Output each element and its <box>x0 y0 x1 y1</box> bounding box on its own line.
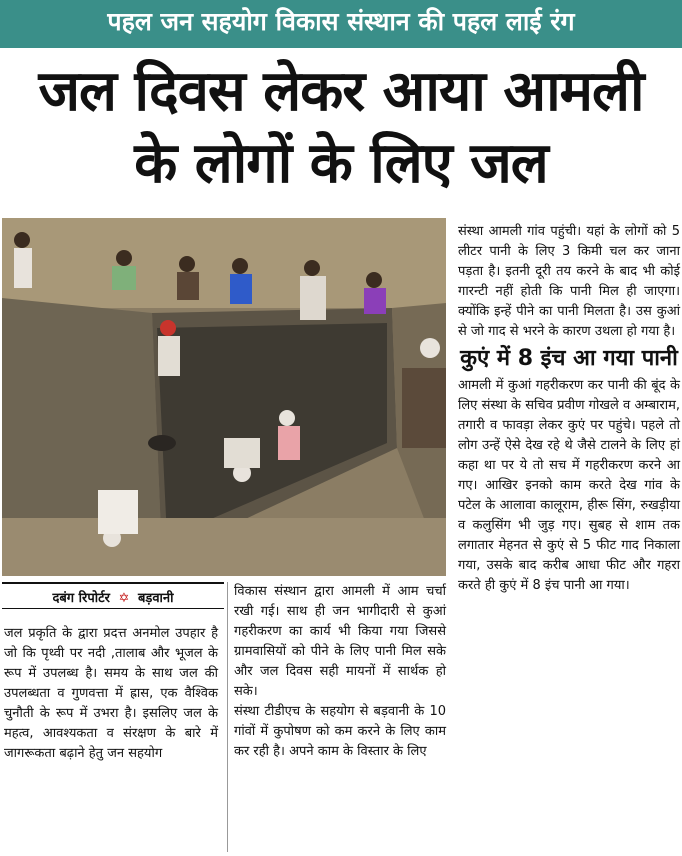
column-2-para-1: विकास संस्थान द्वारा आमली में आम चर्चा रखी गई। साथ ही जन भागीदारी से कुआं गहरीकरण का कार्य भी किया गया जिससे ग्रामवासियों को पीने के लिए पानी मिल सके और जल दिवस सही मायनों में सार्थक हो सके। <box>234 584 446 699</box>
headline <box>0 56 682 200</box>
star-icon: ✡ <box>118 591 130 606</box>
headline-line-1: जल दिवस लेकर आया आमली <box>38 59 644 124</box>
article-column-1 <box>4 624 218 764</box>
article-column-3 <box>458 222 680 596</box>
byline <box>2 582 224 606</box>
column-3-para-1: संस्था आमली गांव पहुंची। यहां के लोगों को 5 लीटर पानी के लिए 3 किमी चल कर जाना पड़ता है। इतनी दूरी तय करने के बाद भी कोई गारन्टी नहीं होती कि पानी मिल ही जाएगा। क्योंकि इन्हें पीने का पानी मिलता है। उस कुआं से जो गाद से भरने के कारण उथला हो गया है। <box>458 224 680 339</box>
column-divider <box>227 582 228 852</box>
column-3-para-2: आमली में कुआं गहरीकरण कर पानी की बूंद के लिए संस्था के सचिव प्रवीण गोखले व अम्बाराम, तगारी व फावड़ा लेकर कुएं पर पहुंचे। पहले तो लोग उन्हें ऐसे देख रहे थे जैसे टालने के लिए हां कहा था पर ये तो सच में गहरीकरण करने आ गए। आखिर इनको काम करते देख गांव के पटेल के आलावा कालूराम, हीरू सिंग, रुखड़ीया व कलुसिंग भी जुड़ गए। सुबह से शाम तक लगातार मेहनत से कुएं से 5 फीट गाद निकाला गया, उसके बाद करीब आधा फीट और गहरा करते ही कुएं में 8 इंच पानी आ गया। <box>458 378 680 593</box>
column-2-para-2: संस्था टीडीएच के सहयोग से बड़वानी के 10 गांवों में कुपोषण को कम करने के लिए काम कर रही है। अपने काम के विस्तार के लिए <box>234 704 446 759</box>
kicker-banner: पहल जन सहयोग विकास संस्थान की पहल लाई रंग <box>0 0 682 48</box>
photo-illustration <box>2 218 446 576</box>
column-1-text: जल प्रकृति के द्वारा प्रदत्त अनमोल उपहार है जो कि पृथ्वी पर नदी ,तालाब और भूजल के रूप में उपलब्ध है। समय के साथ जल की उपलब्धता व गुणवत्ता में ह्रास, एक वैश्विक चुनौती के रूप में उभरा है। इसलिए जल के महत्व, आवश्यकता व संरक्षण के बारे में जागरूकता बढ़ाने हेतु जन सहयोग <box>4 626 218 761</box>
byline-reporter: दबंग रिपोर्टर <box>52 591 110 606</box>
news-photo-well-digging <box>2 218 446 576</box>
article-column-2 <box>234 582 446 762</box>
subheading: कुएं में 8 इंच आ गया पानी <box>460 346 678 371</box>
byline-place: बड़वानी <box>137 591 174 606</box>
byline-rule <box>2 608 224 609</box>
headline-line-2: के लोगों के लिए जल <box>134 131 548 196</box>
